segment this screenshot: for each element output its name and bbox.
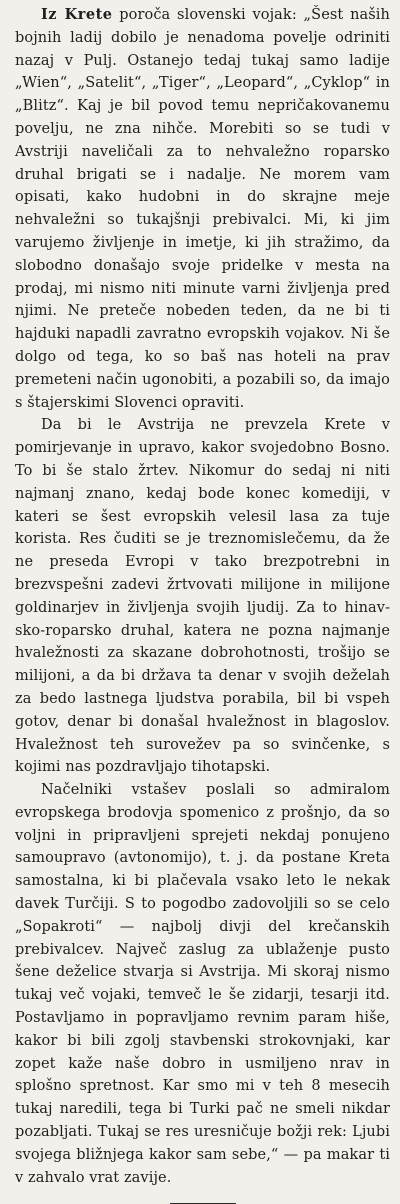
article-paragraph-2 xyxy=(15,414,390,779)
article-paragraph-3 xyxy=(15,779,390,1189)
paragraph-2-text: Da bi le Avstrija ne prevzela Krete v pomirjevanje in upravo, kakor svojedobno Bosno. To bi še stalo žrtev. Nikomur do sedaj ni niti najmanj znano, kedaj bode konec komediji, v kateri se šest evropskih velesil lasa za tuje korista. Res čuditi se je treznomislečemu, da že ne preseda Evropi v tako brezpotrebni in brezvspešni zadevi žrtvovati milijone in milijone goldinarjev in življenja svojih ljudij. Za to hinavsko-roparsko druhal, katera ne pozna najmanje hvaležnosti za skazane dobrohotnosti, trošijo se milijoni, a da bi država ta denar v svojih deželah za bedo lastnega ljudstva porabila, bil bi vspeh gotov, denar bi donašal hvaležnost in blagoslov. Hvaležnost teh surovežev pa so svinčenke, s kojimi nas pozdravljajo tihotapski. xyxy=(15,417,390,776)
paragraph-3-text: Načelniki vstašev poslali so admiralom evropskega brodovja spomenico z prošnjo, da so voljni in pripravljeni sprejeti nekdaj ponujeno samoupravo (avtonomijo), t. j. da postane Kreta samostalna, ki bi plačevala vsako leto le nekak davek Turčiji. S to pogodbo zadovoljili so se celo „Sopakroti“ — najbolj divji del krečanskih prebivalcev. Največ zaslug za ublaženje pusto šene deželice stvarja si Avstrija. Mi skoraj nismo tukaj več vojaki, temveč le še zidarji, tesarji itd. Postavljamo in popravljamo revnim param hiše, kakor bi bili zgolj stavbenski strokovnjaki, kar zopet kaže naše dobro in usmiljeno nrav in splošno spretnost. Kar smo mi v teh 8 mesecih tukaj naredili, tega bi Turki pač ne smeli nikdar pozabljati. Tukaj se res uresničuje božji rek: Ljubi svojega bližnjega kakor sam sebe,“ — pa makar ti v zahvalo vrat zavije. xyxy=(15,782,390,1186)
article-paragraph-1 xyxy=(15,4,390,414)
article xyxy=(15,4,390,1189)
paragraph-1-text: poroča slovenski vojak: „Šest naših bojnih ladij dobilo je nenadoma povelje odriniti nazaj v Pulj. Ostanejo tedaj tukaj samo ladije „Wien“, „Satelit“, „Tiger“, „Leopard“, „Cyklop“ in „Blitz“. Kaj je bil povod temu nepričakovanemu povelju, ne zna nihče. Morebiti so se tudi v Avstriji naveličali za to nehvaležno roparsko druhal brigati se i nadalje. Ne morem vam opisati, kako hudobni in do skrajne meje nehvaležni so tukajšnji prebivalci. Mi, ki jim varujemo življenje in imetje, ki jih stražimo, da slobodno donašajo svoje pridelke v mesta na prodaj, mi nismo niti minute varni življenja pred njimi. Ne preteče nobeden teden, da ne bi ti hajduki napadli zavratno evropskih vojakov. Ni še dolgo od tega, ko so baš nas hoteli na prav premeteni način ugonobiti, a pozabili so, da imajo s štajerskimi Slovenci opraviti. xyxy=(15,7,390,411)
article-lead-title: Iz Krete xyxy=(41,6,113,23)
